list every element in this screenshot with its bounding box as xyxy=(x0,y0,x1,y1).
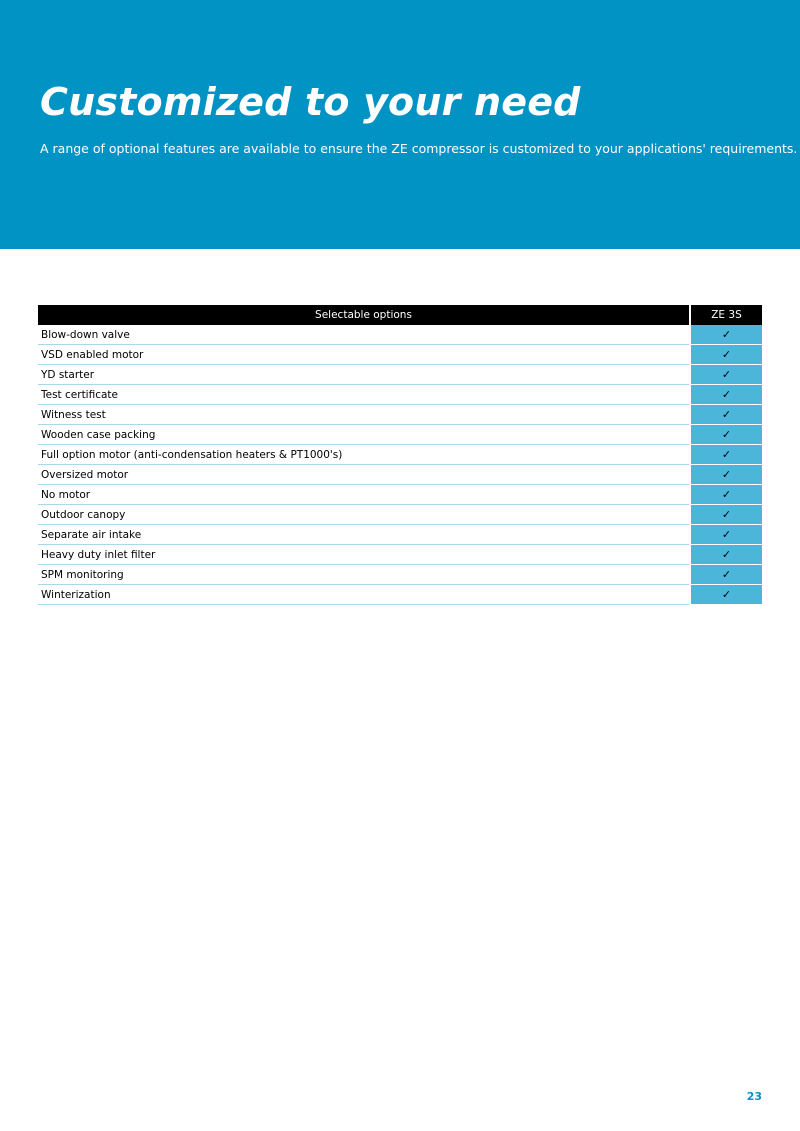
table-row xyxy=(38,365,762,385)
table-row xyxy=(38,425,762,445)
availability-check: ✓ xyxy=(690,365,762,385)
page-subtitle: A range of optional features are available to ensure the ZE compressor is customized to your applications' requirements. xyxy=(40,141,798,156)
availability-check: ✓ xyxy=(690,445,762,465)
option-label: YD starter xyxy=(38,365,690,385)
table-row xyxy=(38,545,762,565)
table-row xyxy=(38,385,762,405)
availability-check: ✓ xyxy=(690,385,762,405)
table-row xyxy=(38,525,762,545)
header-banner xyxy=(0,0,800,249)
column-header-options: Selectable options xyxy=(38,305,690,325)
option-label: Blow-down valve xyxy=(38,325,690,345)
option-label: Outdoor canopy xyxy=(38,505,690,525)
option-label: Oversized motor xyxy=(38,465,690,485)
option-label: VSD enabled motor xyxy=(38,345,690,365)
availability-check: ✓ xyxy=(690,485,762,505)
availability-check: ✓ xyxy=(690,405,762,425)
page-title: Customized to your need xyxy=(40,80,581,124)
table-row xyxy=(38,565,762,585)
option-label: Heavy duty inlet filter xyxy=(38,545,690,565)
option-label: SPM monitoring xyxy=(38,565,690,585)
column-header-model: ZE 3S xyxy=(690,305,762,325)
table-header-row xyxy=(38,305,762,325)
availability-check: ✓ xyxy=(690,585,762,605)
option-label: Test certificate xyxy=(38,385,690,405)
table-row xyxy=(38,485,762,505)
availability-check: ✓ xyxy=(690,565,762,585)
availability-check: ✓ xyxy=(690,345,762,365)
page-number: 23 xyxy=(746,1090,762,1103)
table-row xyxy=(38,585,762,605)
availability-check: ✓ xyxy=(690,505,762,525)
availability-check: ✓ xyxy=(690,525,762,545)
table-row xyxy=(38,405,762,425)
availability-check: ✓ xyxy=(690,465,762,485)
table-row xyxy=(38,465,762,485)
option-label: Separate air intake xyxy=(38,525,690,545)
table-row xyxy=(38,345,762,365)
availability-check: ✓ xyxy=(690,545,762,565)
option-label: Wooden case packing xyxy=(38,425,690,445)
options-table xyxy=(38,305,762,605)
availability-check: ✓ xyxy=(690,325,762,345)
availability-check: ✓ xyxy=(690,425,762,445)
option-label: Winterization xyxy=(38,585,690,605)
option-label: No motor xyxy=(38,485,690,505)
option-label: Witness test xyxy=(38,405,690,425)
option-label: Full option motor (anti-condensation heaters & PT1000's) xyxy=(38,445,690,465)
table-row xyxy=(38,325,762,345)
table-row xyxy=(38,445,762,465)
table-row xyxy=(38,505,762,525)
